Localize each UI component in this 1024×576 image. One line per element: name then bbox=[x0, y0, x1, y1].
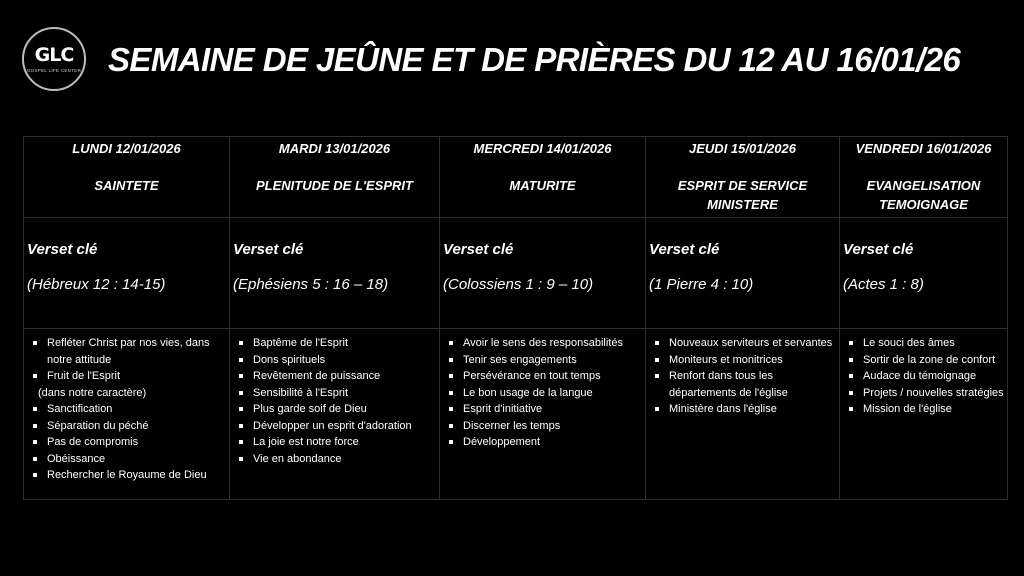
day-theme: EVANGELISATION TEMOIGNAGE bbox=[866, 178, 981, 212]
prayer-points-cell bbox=[24, 329, 230, 500]
list-item: Obéissance bbox=[24, 451, 229, 468]
list-item: Tenir ses engagements bbox=[440, 352, 645, 369]
day-header-cell bbox=[646, 137, 840, 218]
list-item: Sortir de la zone de confort bbox=[840, 352, 1007, 369]
list-item: Nouveaux serviteurs et servantes bbox=[646, 335, 839, 352]
list-item: Vie en abondance bbox=[230, 451, 439, 468]
verse-label: Verset clé bbox=[843, 241, 914, 258]
list-item: Dons spirituels bbox=[230, 352, 439, 369]
schedule-table bbox=[23, 136, 1008, 500]
list-item: Esprit d'initiative bbox=[440, 401, 645, 418]
logo-mark: GLC bbox=[34, 43, 74, 66]
verse-label: Verset clé bbox=[649, 241, 720, 258]
day-date: VENDREDI 16/01/2026 bbox=[855, 141, 992, 156]
verse-cell bbox=[646, 218, 840, 329]
prayer-points-row bbox=[24, 329, 1008, 500]
list-item: Mission de l'église bbox=[840, 401, 1007, 418]
verse-cell bbox=[440, 218, 646, 329]
glc-logo bbox=[22, 27, 86, 91]
verse-reference: (Actes 1 : 8) bbox=[843, 276, 924, 293]
list-item: Moniteurs et monitrices bbox=[646, 352, 839, 369]
list-item: Discerner les temps bbox=[440, 418, 645, 435]
list-item: Pas de compromis bbox=[24, 434, 229, 451]
prayer-points-cell bbox=[646, 329, 840, 500]
list-item: Audace du témoignage bbox=[840, 368, 1007, 385]
prayer-list bbox=[440, 329, 645, 451]
list-item: Le bon usage de la langue bbox=[440, 385, 645, 402]
list-item: Plus garde soif de Dieu bbox=[230, 401, 439, 418]
verse-reference: (Ephésiens 5 : 16 – 18) bbox=[233, 276, 389, 293]
day-header-cell bbox=[24, 137, 230, 218]
verse-reference: (Colossiens 1 : 9 – 10) bbox=[443, 276, 594, 293]
day-theme: PLENITUDE DE L'ESPRIT bbox=[256, 178, 413, 193]
verse-row bbox=[24, 218, 1008, 329]
table-header-row bbox=[24, 137, 1008, 218]
verse-reference: (1 Pierre 4 : 10) bbox=[649, 276, 754, 293]
logo-subtitle: GOSPEL LIFE CENTER bbox=[26, 67, 82, 73]
verse-cell bbox=[840, 218, 1008, 329]
list-item: Renfort dans tous les départements de l'église bbox=[646, 368, 839, 401]
verse-cell bbox=[230, 218, 440, 329]
list-item: Persévérance en tout temps bbox=[440, 368, 645, 385]
day-header-cell bbox=[230, 137, 440, 218]
list-item: (dans notre caractère) bbox=[38, 386, 147, 399]
verse-reference: (Hébreux 12 : 14-15) bbox=[27, 276, 166, 293]
prayer-points-cell bbox=[230, 329, 440, 500]
day-header-cell bbox=[440, 137, 646, 218]
list-item: Avoir le sens des responsabilités bbox=[440, 335, 645, 352]
day-theme: ESPRIT DE SERVICE MINISTERE bbox=[677, 178, 808, 212]
verse-cell bbox=[24, 218, 230, 329]
list-item: Rechercher le Royaume de Dieu bbox=[24, 467, 229, 484]
verse-label: Verset clé bbox=[233, 241, 304, 258]
prayer-list bbox=[24, 329, 229, 484]
day-date: LUNDI 12/01/2026 bbox=[72, 141, 181, 156]
list-item: Le souci des âmes bbox=[840, 335, 1007, 352]
prayer-points-cell bbox=[840, 329, 1008, 500]
list-item: Ministère dans l'église bbox=[646, 401, 839, 418]
verse-label: Verset clé bbox=[27, 241, 98, 258]
list-item: Séparation du péché bbox=[24, 418, 229, 435]
list-item: Projets / nouvelles stratégies bbox=[840, 385, 1007, 402]
prayer-points-cell bbox=[440, 329, 646, 500]
prayer-list bbox=[646, 329, 839, 418]
day-theme: SAINTETE bbox=[94, 178, 159, 193]
list-item: Refléter Christ par nos vies, dans notre attitude bbox=[24, 335, 229, 368]
list-item: La joie est notre force bbox=[230, 434, 439, 451]
list-item: Développer un esprit d'adoration bbox=[230, 418, 439, 435]
verse-label: Verset clé bbox=[443, 241, 514, 258]
list-item: Revêtement de puissance bbox=[230, 368, 439, 385]
day-header-cell bbox=[840, 137, 1008, 218]
prayer-list bbox=[840, 329, 1007, 418]
list-item: Sanctification bbox=[24, 401, 229, 418]
day-theme: MATURITE bbox=[509, 178, 576, 193]
page-title: SEMAINE DE JEÛNE ET DE PRIÈRES DU 12 AU 16/01/26 bbox=[108, 41, 961, 78]
list-item: Développement bbox=[440, 434, 645, 451]
list-item: Fruit de l'Esprit bbox=[24, 368, 229, 385]
day-date: MARDI 13/01/2026 bbox=[278, 141, 391, 156]
list-item: Sensibilité à l'Esprit bbox=[230, 385, 439, 402]
prayer-list bbox=[230, 329, 439, 467]
day-date: JEUDI 15/01/2026 bbox=[689, 141, 796, 156]
list-item: Baptême de l'Esprit bbox=[230, 335, 439, 352]
day-date: MERCREDI 14/01/2026 bbox=[473, 141, 612, 156]
